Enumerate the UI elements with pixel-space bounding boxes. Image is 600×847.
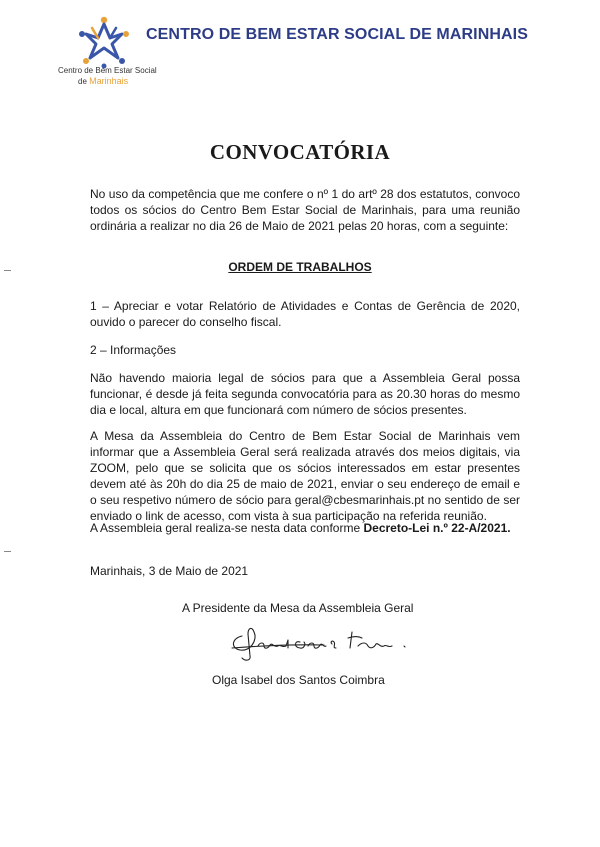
margin-mark: [4, 551, 11, 552]
mesa-notice: A Mesa da Assembleia do Centro de Bem Estar Social de Marinhais vem informar que a Assembleia Geral será realizada através dos meios digitais, via ZOOM, pelo que se solicita que os sócios interessados em estar presentes devem até às 20h do dia 25 de maio de 2021, enviar o seu endereço de email e o seu respetivo número de sócio para geral@cbesmarinhais.pt no sentido de ser enviado o link de acesso, com vista à sua participação na referida reunião.: [90, 429, 520, 523]
agenda-heading: ORDEM DE TRABALHOS: [228, 260, 372, 274]
handwritten-signature: [228, 618, 428, 664]
org-name-header: CENTRO DE BEM ESTAR SOCIAL DE MARINHAIS: [146, 26, 528, 43]
signer-name: Olga Isabel dos Santos Coimbra: [212, 673, 385, 687]
agenda-item-1: 1 – Apreciar e votar Relatório de Atividades e Contas de Gerência de 2020, ouvido o parecer do conselho fiscal.: [90, 299, 520, 329]
logo-caption-accent: Marinhais: [89, 76, 129, 86]
document-title: CONVOCATÓRIA: [209, 140, 391, 164]
signer-role: A Presidente da Mesa da Assembleia Geral: [182, 601, 414, 615]
logo-caption-line2: [58, 76, 158, 87]
decree-prefix: A Assembleia geral realiza-se nesta data conforme: [90, 521, 364, 535]
logo-caption: [58, 66, 158, 87]
quorum-notice: Não havendo maioria legal de sócios para que a Assembleia Geral possa funcionar, é desde já feita segunda convocatória para as 20.30 horas do mesmo dia e local, altura em que funcionará com número de sócios presentes.: [90, 371, 520, 417]
agenda-item-2: 2 – Informações: [90, 343, 177, 357]
decree-notice: [90, 520, 520, 536]
logo-caption-prefix: de: [78, 77, 90, 86]
logo-caption-line1: Centro de Bem Estar Social: [58, 66, 157, 75]
people-star-logo-icon: [68, 14, 140, 70]
intro-paragraph: No uso da competência que me confere o nº 1 do artº 28 dos estatutos, convoco todos os sócios do Centro Bem Estar Social de Marinhais, para uma reunião ordinária a realizar no dia 26 de Maio de 2021 pelas 20 horas, com a seguinte:: [90, 187, 520, 233]
place-date: Marinhais, 3 de Maio de 2021: [90, 564, 249, 578]
decree-reference: Decreto-Lei n.º 22-A/2021.: [363, 521, 511, 535]
